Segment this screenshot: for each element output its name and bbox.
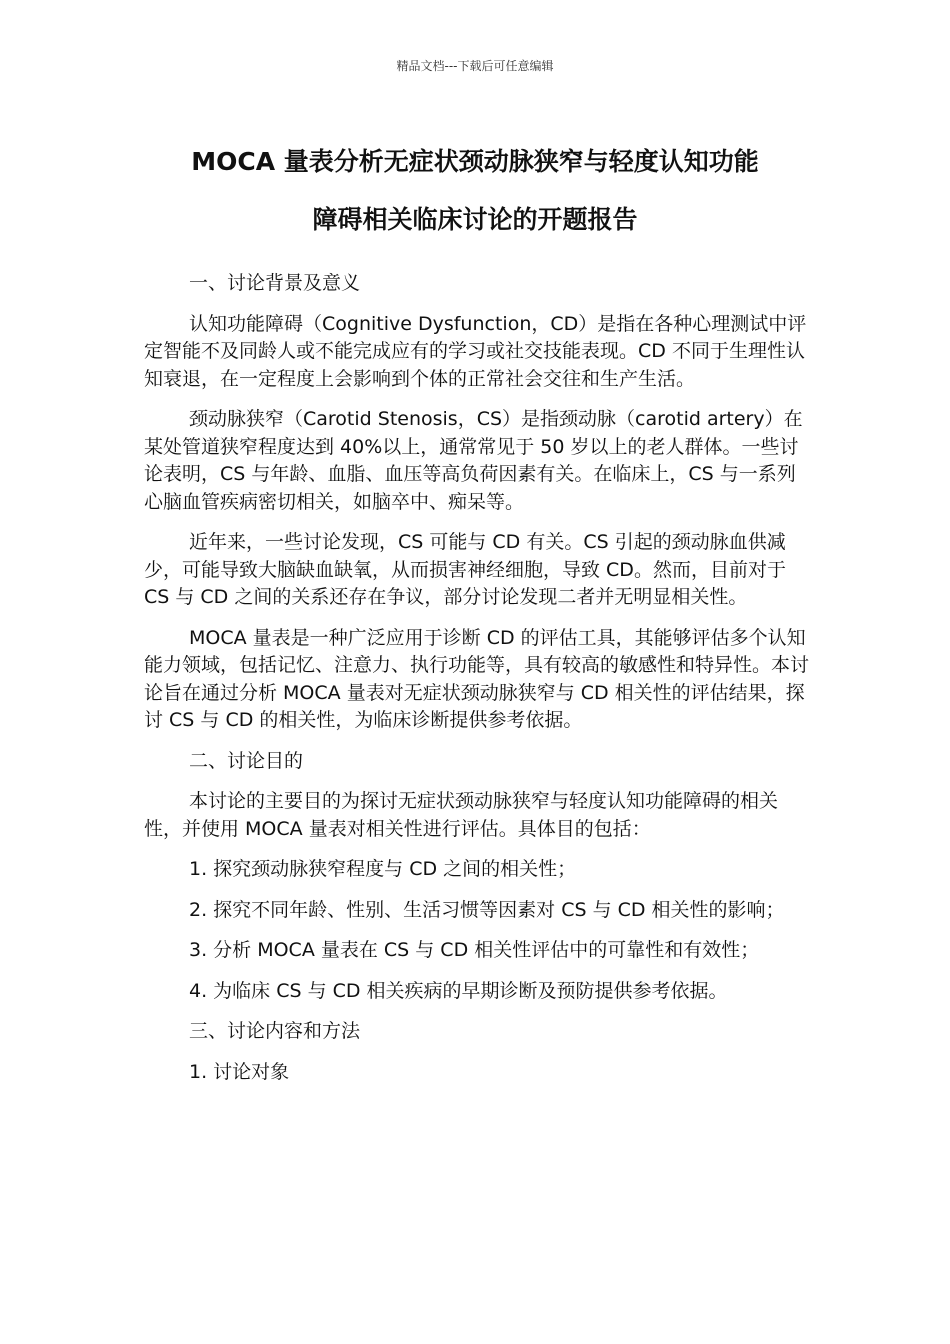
paragraph-cd-definition: 认知功能障碍（Cognitive Dysfunction，CD）是指在各种心理测试中评定智能不及同龄人或不能完成应有的学习或社交技能表现。CD 不同于生理性认知衰退，在一定程度上会影响到个体的正常社会交往和生产生活。 [144,312,807,390]
document-title-line-1: MOCA 量表分析无症状颈动脉狭窄与轻度认知功能 [191,147,759,176]
list-item-purpose-3: 3. 分析 MOCA 量表在 CS 与 CD 相关性评估中的可靠性和有效性； [189,939,760,961]
page-header-watermark: 精品文档---下载后可任意编辑 [396,59,554,73]
list-item-purpose-4: 4. 为临床 CS 与 CD 相关疾病的早期诊断及预防提供参考依据。 [189,979,728,1002]
subsection-heading-subjects: 1. 讨论对象 [189,1060,290,1083]
paragraph-moca-scale: MOCA 量表是一种广泛应用于诊断 CD 的评估工具，其能够评估多个认知能力领域，包括记忆、注意力、执行功能等，具有较高的敏感性和特异性。本讨论旨在通过分析 MOCA 量表对无症状颈动脉狭窄与 CD 相关性的评估结果，探讨 CS 与 CD 的相关性，为临床诊断提供参考依据。 [144,626,810,731]
list-item-purpose-2: 2. 探究不同年龄、性别、生活习惯等因素对 CS 与 CD 相关性的影响； [189,898,785,921]
section-heading-background: 一、讨论背景及意义 [189,272,361,294]
document-title-line-2: 障碍相关临床讨论的开题报告 [312,205,638,234]
paragraph-cs-cd-relation: 近年来，一些讨论发现，CS 可能与 CD 有关。CS 引起的颈动脉血供减少，可能导致大脑缺血缺氧，从而损害神经细胞，导致 CD。然而，目前对于 CS 与 CD 之间的关系还存在争议，部分讨论发现二者并无明显相关性。 [144,531,786,608]
paragraph-cs-definition: 颈动脉狭窄（Carotid Stenosis，CS）是指颈动脉（carotid artery）在某处管道狭窄程度达到 40%以上，通常常见于 50 岁以上的老人群体。一些讨论表明，CS 与年龄、血脂、血压等高负荷因素有关。在临床上，CS 与一系列心脑血管疾病密切相关，如脑卒中、痴呆等。 [144,408,803,513]
section-heading-purpose: 二、讨论目的 [189,749,304,772]
paragraph-purpose-intro: 本讨论的主要目的为探讨无症状颈动脉狭窄与轻度认知功能障碍的相关性，并使用 MOCA 量表对相关性进行评估。具体目的包括： [144,790,779,840]
section-heading-methods: 三、讨论内容和方法 [189,1020,361,1042]
document-title [100,133,850,249]
document-body [144,270,812,1099]
list-item-purpose-1: 1. 探究颈动脉狭窄程度与 CD 之间的相关性； [189,858,577,880]
